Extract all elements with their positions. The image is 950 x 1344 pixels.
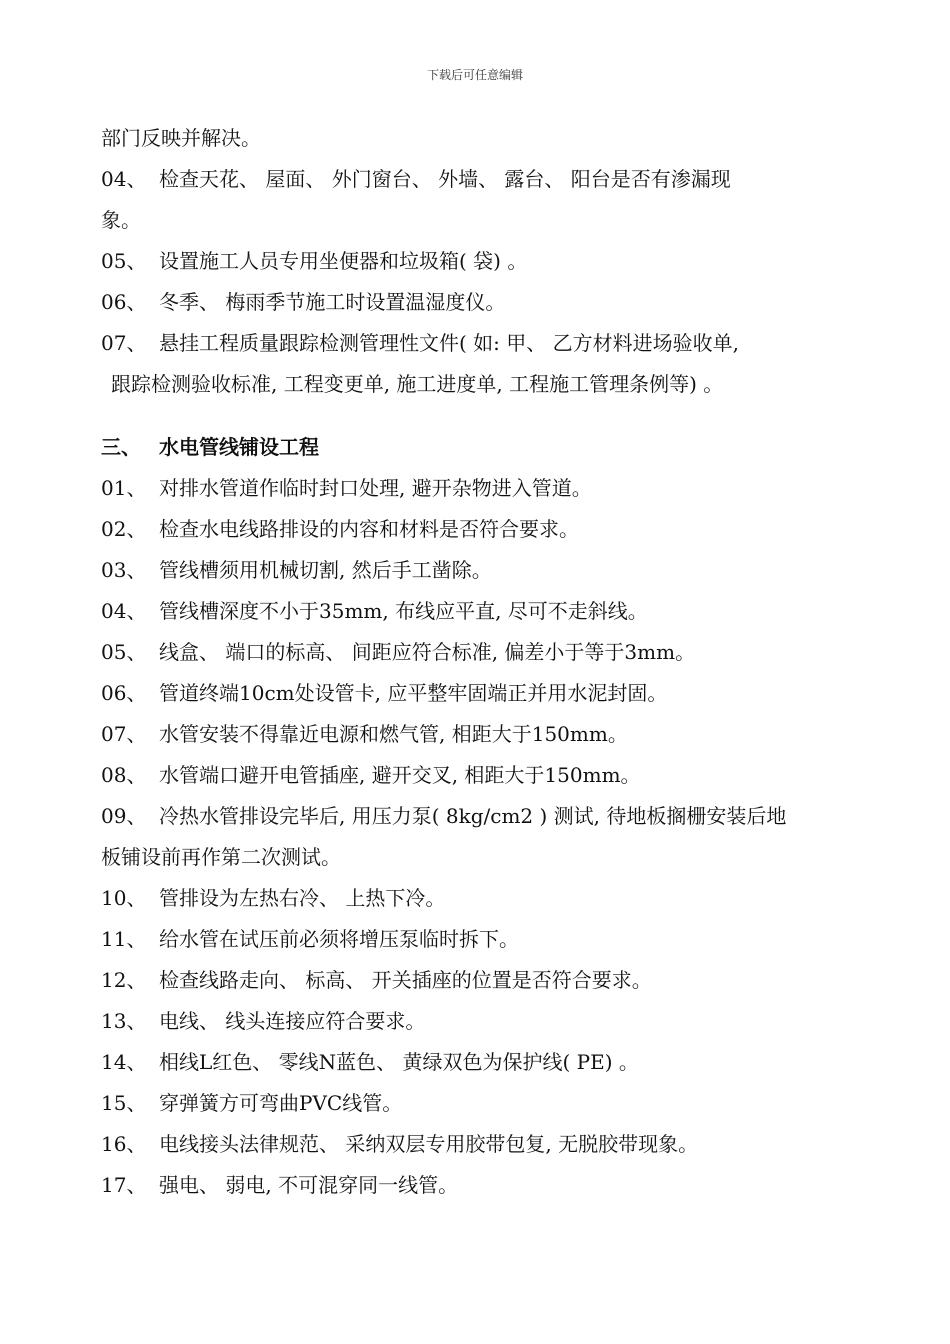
item-text: 检查水电线路排设的内容和材料是否符合要求。	[159, 517, 579, 541]
item-text: 检查线路走向、 标高、 开关插座的位置是否符合要求。	[159, 968, 652, 992]
list-item	[101, 323, 911, 364]
item-text: 管道终端10cm处设管卡, 应平整牢固端正并用水泥封固。	[159, 681, 668, 705]
item-number: 09、	[101, 804, 147, 828]
item-text: 检查天花、 屋面、 外门窗台、 外墙、 露台、 阳台是否有渗漏现	[159, 167, 731, 191]
item-number: 10、	[101, 886, 147, 910]
list-item	[101, 755, 911, 796]
document-body	[101, 118, 911, 1206]
list-item	[101, 673, 911, 714]
item-text: 设置施工人员专用坐便器和垃圾箱( 袋) 。	[159, 249, 528, 273]
item-number: 15、	[101, 1091, 147, 1115]
item-number: 07、	[101, 331, 147, 355]
list-item	[101, 960, 911, 1001]
item-number: 06、	[101, 681, 147, 705]
item-text: 相线L红色、 零线N蓝色、 黄绿双色为保护线( PE) 。	[159, 1050, 639, 1074]
paragraph-line: 部门反映并解决。	[101, 126, 261, 150]
item-number: 14、	[101, 1050, 147, 1074]
item-text: 管排设为左热右冷、 上热下冷。	[159, 886, 446, 910]
list-item	[101, 632, 911, 673]
section-spacer	[101, 405, 911, 427]
item-number: 04、	[101, 599, 147, 623]
item-text: 给水管在试压前必须将增压泵临时拆下。	[159, 927, 519, 951]
list-item	[101, 241, 911, 282]
item-number: 04、	[101, 167, 147, 191]
item-text: 电线接头法律规范、 采纳双层专用胶带包复, 无脱胶带现象。	[159, 1132, 699, 1156]
list-item	[101, 1042, 911, 1083]
item-number: 03、	[101, 558, 147, 582]
item-text: 管线槽深度不小于35mm, 布线应平直, 尽可不走斜线。	[159, 599, 648, 623]
item-number: 02、	[101, 517, 147, 541]
section-heading	[101, 427, 911, 468]
item-number: 08、	[101, 763, 147, 787]
item-text: 水管安装不得靠近电源和燃气管, 相距大于150mm。	[159, 722, 628, 746]
list-item	[101, 550, 911, 591]
list-item	[101, 1124, 911, 1165]
item-number: 05、	[101, 249, 147, 273]
section-title: 水电管线铺设工程	[159, 435, 319, 459]
paragraph-line: 板铺设前再作第二次测试。	[101, 845, 341, 869]
list-item	[101, 1083, 911, 1124]
section-number: 三、	[101, 435, 141, 459]
list-item	[101, 468, 911, 509]
item-number: 17、	[101, 1173, 147, 1197]
list-item	[101, 796, 911, 837]
item-number: 07、	[101, 722, 147, 746]
section-three-list	[101, 468, 911, 1206]
item-text: 穿弹簧方可弯曲PVC线管。	[159, 1091, 403, 1115]
paragraph-line: 象。	[101, 208, 141, 232]
item-number: 05、	[101, 640, 147, 664]
list-item	[101, 714, 911, 755]
item-number: 13、	[101, 1009, 147, 1033]
list-item	[101, 509, 911, 550]
item-number: 11、	[101, 927, 147, 951]
list-item	[101, 919, 911, 960]
item-text: 水管端口避开电管插座, 避开交叉, 相距大于150mm。	[159, 763, 641, 787]
item-text: 电线、 线头连接应符合要求。	[159, 1009, 426, 1033]
list-item	[101, 159, 911, 200]
item-text: 管线槽须用机械切割, 然后手工凿除。	[159, 558, 492, 582]
item-text: 对排水管道作临时封口处理, 避开杂物进入管道。	[159, 476, 592, 500]
list-item	[101, 878, 911, 919]
list-item	[101, 591, 911, 632]
item-number: 06、	[101, 290, 147, 314]
list-item	[101, 282, 911, 323]
item-text: 冷热水管排设完毕后, 用压力泵( 8kg/cm2 ) 测试, 待地板搁栅安装后地	[159, 804, 787, 828]
list-item	[101, 1001, 911, 1042]
list-item	[101, 1165, 911, 1206]
item-text: 冬季、 梅雨季节施工时设置温湿度仪。	[159, 290, 506, 314]
item-number: 16、	[101, 1132, 147, 1156]
item-text: 强电、 弱电, 不可混穿同一线管。	[159, 1173, 459, 1197]
item-number: 01、	[101, 476, 147, 500]
item-text: 线盒、 端口的标高、 间距应符合标准, 偏差小于等于3mm。	[159, 640, 696, 664]
paragraph-line: 跟踪检测验收标准, 工程变更单, 施工进度单, 工程施工管理条例等) 。	[111, 372, 724, 396]
page-header: 下载后可任意编辑	[426, 68, 523, 82]
item-text: 悬挂工程质量跟踪检测管理性文件( 如: 甲、 乙方材料进场验收单,	[159, 331, 739, 355]
item-number: 12、	[101, 968, 147, 992]
